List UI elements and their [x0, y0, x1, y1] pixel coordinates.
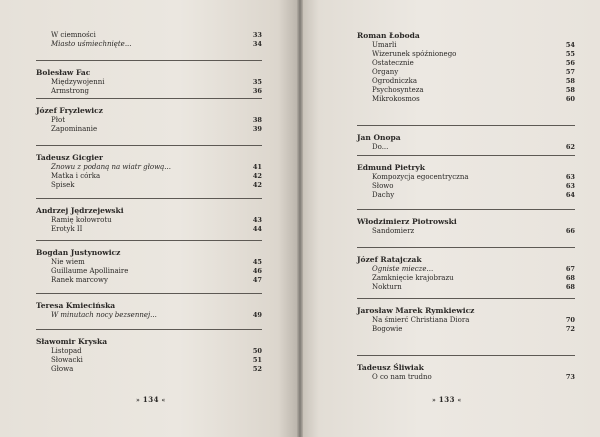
page-number: 70 — [565, 316, 575, 324]
author-name: Jan Onopa — [357, 133, 401, 142]
page-number: 35 — [252, 78, 262, 86]
toc-entry — [357, 227, 575, 236]
page-number: 52 — [252, 365, 262, 373]
page-number: 68 — [565, 283, 575, 291]
toc-entry — [36, 163, 262, 172]
poem-title: Umarli — [372, 41, 397, 49]
poem-title: Słowacki — [51, 356, 83, 364]
section-divider — [357, 125, 575, 126]
toc-entry — [36, 225, 262, 234]
toc-entry — [36, 40, 262, 49]
toc-section — [36, 106, 262, 134]
section-divider — [357, 247, 575, 248]
page-number: 49 — [252, 311, 262, 319]
poem-title: Głowa — [51, 365, 74, 373]
poem-title: Słowo — [372, 182, 394, 190]
toc-entry — [36, 172, 262, 181]
author-name: Teresa Kmiecińska — [36, 301, 116, 310]
author-name: Sławomir Kryska — [36, 337, 108, 346]
toc-entry — [36, 125, 262, 134]
toc-entry — [357, 283, 575, 292]
page-number: 72 — [565, 325, 575, 333]
page-number: 44 — [252, 225, 262, 233]
folio-number: 134 — [142, 395, 159, 404]
poem-title: Zapominanie — [51, 125, 98, 133]
page-number: 50 — [252, 347, 262, 355]
page-number: 57 — [565, 68, 575, 76]
toc-entry — [357, 59, 575, 68]
toc-entry — [357, 95, 575, 104]
folio-ornament: » — [432, 397, 439, 404]
toc-section — [36, 31, 262, 49]
poem-title: Wizerunek spóźnionego — [372, 50, 457, 58]
section-divider — [357, 298, 575, 299]
toc-entry — [357, 77, 575, 86]
toc-entry — [36, 356, 262, 365]
toc-entry — [36, 31, 262, 40]
section-divider — [36, 145, 262, 146]
page-number: 42 — [252, 172, 262, 180]
toc-section — [36, 337, 262, 374]
toc-entry — [357, 182, 575, 191]
toc-section — [357, 31, 575, 104]
toc-entry — [357, 86, 575, 95]
poem-title: Kompozycja egocentryczna — [372, 173, 469, 181]
toc-entry — [357, 50, 575, 59]
page-number: 62 — [565, 143, 575, 151]
toc-entry — [357, 316, 575, 325]
toc-section — [357, 363, 575, 382]
folio-ornament: « — [454, 397, 462, 404]
poem-title: Do... — [372, 143, 389, 151]
page-number: 39 — [252, 125, 262, 133]
page-number: 42 — [252, 181, 262, 189]
toc-entry — [36, 311, 262, 320]
toc-entry — [357, 191, 575, 200]
author-name: Józef Fryzlewicz — [36, 106, 103, 115]
poem-title: Spisek — [51, 181, 75, 189]
toc-entry — [36, 181, 262, 190]
page-number: 43 — [252, 216, 262, 224]
page-number: 73 — [565, 373, 575, 381]
poem-title: Guillaume Apollinaire — [51, 267, 129, 275]
author-name: Jarosław Marek Rymkiewicz — [357, 306, 475, 315]
poem-title: Psychosynteza — [372, 86, 424, 94]
author-name: Tadeusz Śliwiak — [357, 363, 424, 372]
poem-title: Dachy — [372, 191, 395, 199]
poem-title: Ostatecznie — [372, 59, 414, 67]
toc-entry — [36, 258, 262, 267]
poem-title: Organy — [372, 68, 399, 76]
section-divider — [357, 155, 575, 156]
poem-title: Na śmierć Christiana Diora — [372, 316, 470, 324]
toc-section — [36, 248, 262, 285]
author-name: Bogdan Justynowicz — [36, 248, 121, 257]
toc-entry — [36, 347, 262, 356]
toc-section — [36, 301, 262, 320]
poem-title: Ogniste miecze... — [372, 265, 434, 273]
folio-ornament: » — [136, 397, 143, 404]
poem-title: Listopad — [51, 347, 82, 355]
page-number: 33 — [252, 31, 262, 39]
page-number: 63 — [565, 173, 575, 181]
poem-title: Międzywojenni — [51, 78, 105, 86]
poem-title: Ranek marcowy — [51, 276, 108, 284]
poem-title: Erotyk II — [51, 225, 83, 233]
toc-section — [36, 206, 262, 234]
poem-title: Miasto uśmiechnięte... — [51, 40, 132, 48]
toc-entry — [36, 216, 262, 225]
page-number: 51 — [252, 356, 262, 364]
section-divider — [36, 240, 262, 241]
author-name: Edmund Pietryk — [357, 163, 425, 172]
page-number: 67 — [565, 265, 575, 273]
page-number: 58 — [565, 77, 575, 85]
author-name: Andrzej Jędrzejewski — [36, 206, 124, 215]
right-page — [301, 0, 600, 437]
section-divider — [36, 98, 262, 99]
poem-title: Nokturn — [372, 283, 402, 291]
author-name: Bolesław Fac — [36, 68, 91, 77]
author-name: Tadeusz Gicgier — [36, 153, 103, 162]
folio — [136, 395, 166, 404]
toc-section — [357, 217, 575, 236]
toc-section — [36, 68, 262, 96]
folio-ornament: « — [158, 397, 166, 404]
poem-title: Bogowie — [372, 325, 403, 333]
page-number: 55 — [565, 50, 575, 58]
poem-title: O co nam trudno — [372, 373, 432, 381]
toc-entry — [36, 87, 262, 96]
page-number: 63 — [565, 182, 575, 190]
poem-title: Mikrokosmos — [372, 95, 420, 103]
toc-section — [357, 306, 575, 334]
section-divider — [36, 198, 262, 199]
toc-section — [357, 163, 575, 200]
toc-entry — [357, 325, 575, 334]
toc-entry — [357, 68, 575, 77]
book-gutter — [297, 0, 303, 437]
page-number: 58 — [565, 86, 575, 94]
page-number: 54 — [565, 41, 575, 49]
section-divider — [36, 60, 262, 61]
page-number: 45 — [252, 258, 262, 266]
poem-title: W ciemności — [51, 31, 96, 39]
toc-section — [36, 153, 262, 190]
poem-title: W minutach nocy bezsennej... — [51, 311, 157, 319]
toc-entry — [357, 143, 575, 152]
poem-title: Zamknięcie krajobrazu — [372, 274, 454, 282]
page-number: 64 — [565, 191, 575, 199]
section-divider — [36, 329, 262, 330]
poem-title: Ogrodniczka — [372, 77, 418, 85]
toc-entry — [36, 267, 262, 276]
section-divider — [357, 355, 575, 356]
author-name: Włodzimierz Piotrowski — [357, 217, 457, 226]
author-name: Roman Łoboda — [357, 31, 420, 40]
page-number: 34 — [252, 40, 262, 48]
left-page — [0, 0, 299, 437]
page-number: 41 — [252, 163, 262, 171]
section-divider — [36, 293, 262, 294]
folio — [432, 395, 462, 404]
section-divider — [357, 209, 575, 210]
toc-entry — [357, 173, 575, 182]
toc-entry — [357, 274, 575, 283]
page-number: 56 — [565, 59, 575, 67]
page-number: 36 — [252, 87, 262, 95]
toc-entry — [357, 265, 575, 274]
page-number: 38 — [252, 116, 262, 124]
toc-entry — [36, 365, 262, 374]
toc-entry — [36, 78, 262, 87]
poem-title: Płot — [51, 116, 66, 124]
poem-title: Ramię kołowrotu — [51, 216, 112, 224]
toc-section — [357, 133, 575, 152]
poem-title: Sandomierz — [372, 227, 415, 235]
page-number: 66 — [565, 227, 575, 235]
poem-title: Znowu z podaną na wiatr głową... — [51, 163, 171, 171]
toc-entry — [357, 373, 575, 382]
author-name: Józef Ratajczak — [357, 255, 422, 264]
poem-title: Armstrong — [51, 87, 89, 95]
page-number: 68 — [565, 274, 575, 282]
page-number: 60 — [565, 95, 575, 103]
folio-number: 133 — [438, 395, 455, 404]
page-number: 47 — [252, 276, 262, 284]
page-number: 46 — [252, 267, 262, 275]
toc-entry — [36, 116, 262, 125]
toc-entry — [36, 276, 262, 285]
poem-title: Nie wiem — [51, 258, 85, 266]
toc-section — [357, 255, 575, 292]
toc-entry — [357, 41, 575, 50]
poem-title: Matka i córka — [51, 172, 101, 180]
